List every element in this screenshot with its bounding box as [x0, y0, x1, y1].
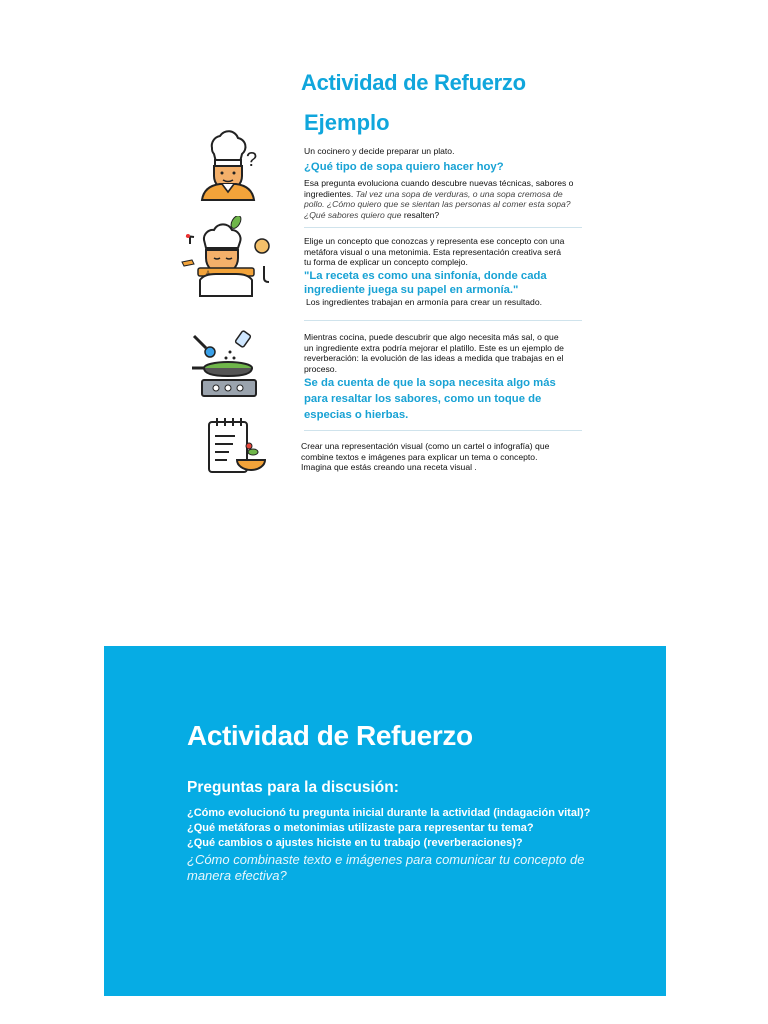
section1-text-c: resalten? [403, 209, 440, 220]
section2-text: Elige un concepto que conozcas y representa ese concepto con una metáfora visual o una metonimia. Esta representación creativa será tu forma de explicar un concepto complejo. [304, 236, 565, 268]
section1-question: ¿Qué tipo de sopa quiero hacer hoy? [304, 161, 504, 173]
panel-subtitle: Preguntas para la discusión: [187, 779, 399, 796]
section1-text-a: Esa pregunta evoluciona cuando descubre nuevas técnicas, sabores o ingredientes. [304, 178, 574, 199]
svg-text:?: ? [246, 149, 258, 171]
discussion-panel [104, 646, 666, 996]
divider [304, 320, 582, 321]
pan-seasoning-icon [190, 330, 262, 400]
chef-question-icon [192, 128, 262, 202]
panel-title: Actividad de Refuerzo [187, 720, 473, 751]
panel-question-2: ¿Qué metáforas o metonimias utilizaste para representar tu tema? [187, 822, 534, 834]
divider [304, 227, 582, 228]
section4-text: Crear una representación visual (como un cartel o infografía) que combine textos e imágenes para explicar un tema o concepto. Imagina que estás creando una receta visual . [301, 441, 550, 473]
section3-highlight: Se da cuenta de que la sopa necesita algo más para resaltar los sabores, como un toque de especias o hierbas. [304, 377, 556, 421]
divider [304, 430, 582, 431]
section1-text-b: Tal vez una sopa de verduras, o una sopa cremosa de pollo. ¿Cómo quiero que se sientan las personas al comer esta sopa? ¿Qué sabores quiero que [304, 188, 571, 220]
section2-after: Los ingredientes trabajan en armonía para crear un resultado. [306, 297, 542, 307]
section1-intro: Un cocinero y decide preparar un plato. [304, 146, 455, 156]
section3-text: Mientras cocina, puede descubrir que algo necesita más sal, o que un ingrediente extra podría mejorar el platillo. Este es un ejemplo de reverberación: la evolución de las ideas a medida que trabajas en el proceso. [304, 332, 564, 374]
page-title: Actividad de Refuerzo [301, 70, 526, 95]
recipe-notepad-icon [205, 416, 267, 476]
chef-cooking-icon [180, 216, 275, 300]
section2-quote: "La receta es como una sinfonía, donde cada ingrediente juega su papel en armonía." [304, 270, 547, 296]
page-subtitle: Ejemplo [304, 110, 390, 135]
panel-question-1: ¿Cómo evolucionó tu pregunta inicial durante la actividad (indagación vital)? [187, 807, 591, 819]
panel-question-3: ¿Qué cambios o ajustes hiciste en tu trabajo (reverberaciones)? [187, 837, 523, 849]
svg-text:A: A [206, 271, 211, 277]
panel-question-4: ¿Cómo combinaste texto e imágenes para comunicar tu concepto de manera efectiva? [187, 852, 585, 883]
section1-text [304, 178, 576, 220]
